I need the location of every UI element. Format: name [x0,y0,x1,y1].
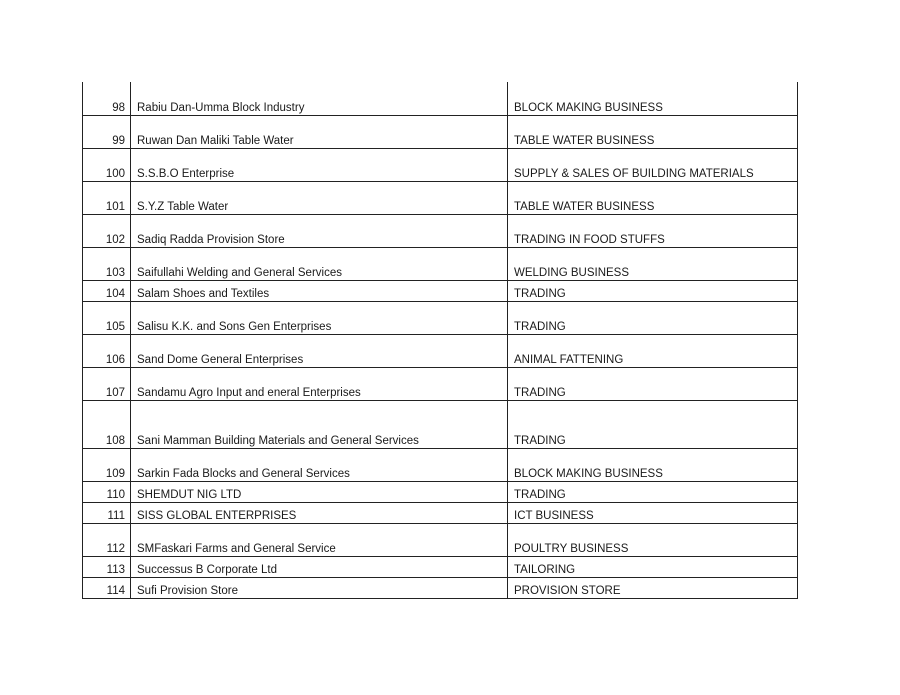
table-row [83,116,798,149]
business-type: TRADING [508,482,798,503]
enterprise-name: Salam Shoes and Textiles [131,281,508,302]
table-row [83,401,798,449]
enterprise-name: SHEMDUT NIG LTD [131,482,508,503]
table-row [83,281,798,302]
row-number: 108 [83,401,131,449]
business-type: BLOCK MAKING BUSINESS [508,82,798,116]
table-row [83,335,798,368]
business-type: POULTRY BUSINESS [508,524,798,557]
business-type: BLOCK MAKING BUSINESS [508,449,798,482]
table-row [83,482,798,503]
enterprise-name: Sand Dome General Enterprises [131,335,508,368]
business-type: TAILORING [508,557,798,578]
row-number: 107 [83,368,131,401]
row-number: 114 [83,578,131,599]
row-number: 98 [83,82,131,116]
row-number: 105 [83,302,131,335]
business-type: TRADING [508,302,798,335]
table-row [83,557,798,578]
enterprise-name: Sadiq Radda Provision Store [131,215,508,248]
table-row [83,449,798,482]
business-type: WELDING BUSINESS [508,248,798,281]
enterprise-name: SMFaskari Farms and General Service [131,524,508,557]
enterprise-name: S.Y.Z Table Water [131,182,508,215]
enterprise-name: Successus B Corporate Ltd [131,557,508,578]
business-type: TRADING [508,401,798,449]
business-type: TRADING [508,368,798,401]
register-body [83,82,798,599]
row-number: 106 [83,335,131,368]
table-row [83,215,798,248]
table-row [83,149,798,182]
row-number: 100 [83,149,131,182]
table-row [83,248,798,281]
row-number: 112 [83,524,131,557]
enterprise-name: Sani Mamman Building Materials and General Services [131,401,508,449]
table-row [83,368,798,401]
business-type: ANIMAL FATTENING [508,335,798,368]
table-row [83,302,798,335]
business-type: TABLE WATER BUSINESS [508,116,798,149]
enterprise-name: Salisu K.K. and Sons Gen Enterprises [131,302,508,335]
row-number: 104 [83,281,131,302]
business-type: SUPPLY & SALES OF BUILDING MATERIALS [508,149,798,182]
enterprise-name: Sarkin Fada Blocks and General Services [131,449,508,482]
enterprise-name: S.S.B.O Enterprise [131,149,508,182]
business-register-table [82,82,798,599]
enterprise-name: Rabiu Dan-Umma Block Industry [131,82,508,116]
table-row [83,524,798,557]
enterprise-name: SISS GLOBAL ENTERPRISES [131,503,508,524]
row-number: 113 [83,557,131,578]
enterprise-name: Sandamu Agro Input and eneral Enterprises [131,368,508,401]
row-number: 111 [83,503,131,524]
business-type: TABLE WATER BUSINESS [508,182,798,215]
business-type: PROVISION STORE [508,578,798,599]
enterprise-name: Saifullahi Welding and General Services [131,248,508,281]
enterprise-name: Ruwan Dan Maliki Table Water [131,116,508,149]
enterprise-name: Sufi Provision Store [131,578,508,599]
table-row [83,182,798,215]
row-number: 101 [83,182,131,215]
row-number: 99 [83,116,131,149]
business-type: ICT BUSINESS [508,503,798,524]
row-number: 103 [83,248,131,281]
business-type: TRADING [508,281,798,302]
row-number: 110 [83,482,131,503]
business-type: TRADING IN FOOD STUFFS [508,215,798,248]
table-row [83,503,798,524]
row-number: 109 [83,449,131,482]
table-row [83,578,798,599]
row-number: 102 [83,215,131,248]
table-row [83,82,798,116]
